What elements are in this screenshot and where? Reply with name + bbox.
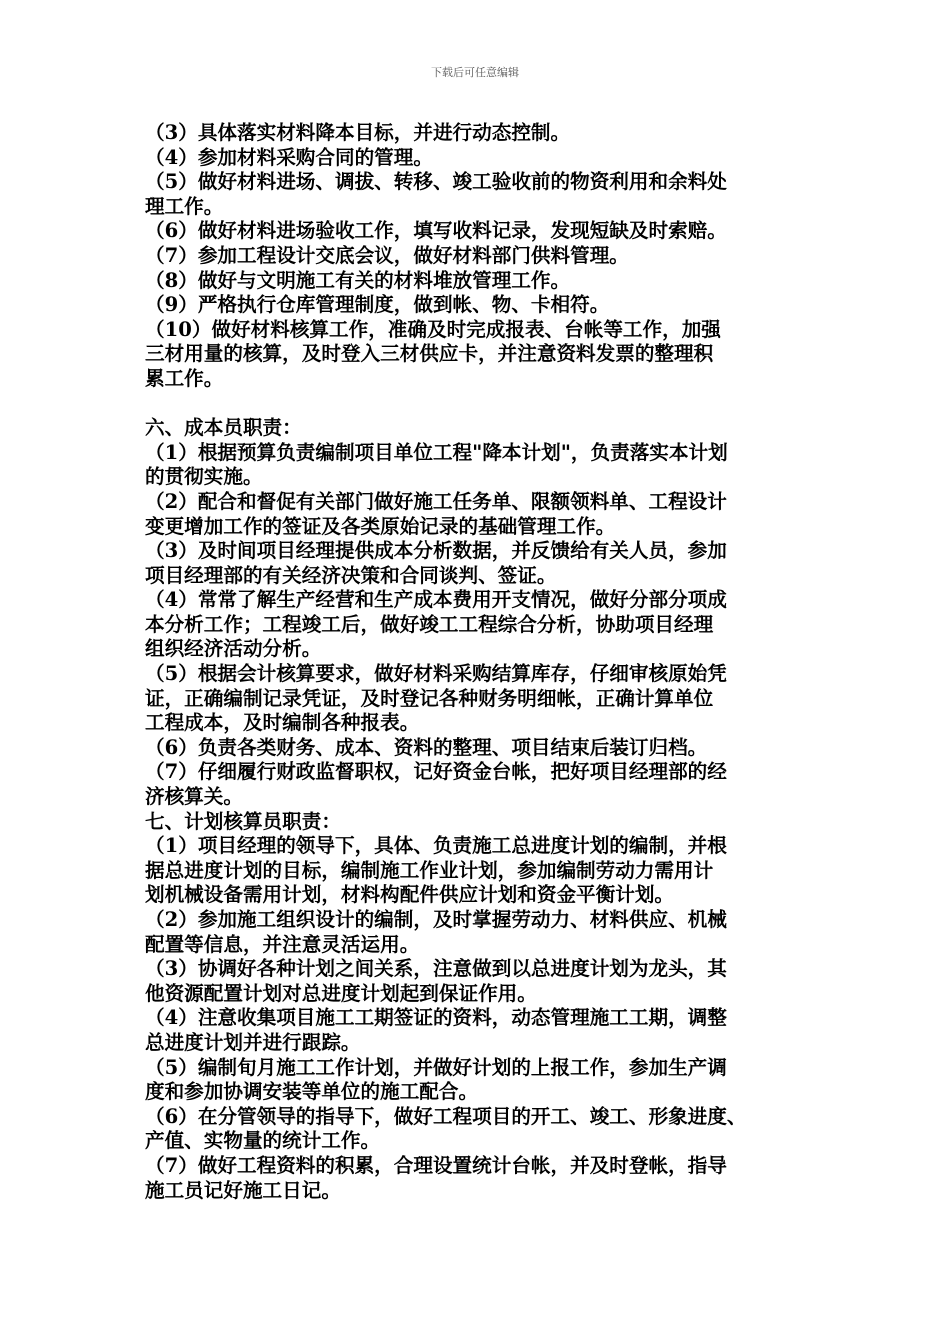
text-line: （6）在分管领导的指导下，做好工程项目的开工、竣工、形象进度、: [145, 1104, 747, 1128]
text-line: （6）负责各类财务、成本、资料的整理、项目结束后装订归档。: [145, 735, 708, 759]
document-body: [145, 121, 810, 1203]
blank-line: [145, 392, 810, 417]
text-line: （5）根据会计核算要求，做好材料采购结算库存，仔细审核原始凭: [145, 662, 727, 686]
text-line: 变更增加工作的签证及各类原始记录的基础管理工作。: [145, 514, 616, 538]
text-line: 项目经理部的有关经济决策和合同谈判、签证。: [145, 563, 557, 587]
text-line: 度和参加协调安装等单位的施工配合。: [145, 1080, 479, 1104]
text-line: 的贯彻实施。: [145, 465, 263, 489]
text-line: （4）参加材料采购合同的管理。: [145, 145, 433, 169]
text-line: 七、计划核算员职责：: [145, 809, 341, 833]
text-line: 理工作。: [145, 194, 224, 218]
text-line: 济核算关。: [145, 785, 243, 809]
text-line: 本分析工作；工程竣工后，做好竣工工程综合分析，协助项目经理: [145, 612, 714, 636]
text-line: 累工作。: [145, 366, 224, 390]
text-line: （5）编制旬月施工工作计划，并做好计划的上报工作，参加生产调: [145, 1055, 727, 1079]
text-line: （4）注意收集项目施工工期签证的资料，动态管理施工工期，调整: [145, 1006, 727, 1030]
text-line: 他资源配置计划对总进度计划起到保证作用。: [145, 981, 537, 1005]
text-line: 六、成本员职责：: [145, 416, 302, 440]
text-line: （7）参加工程设计交底会议，做好材料部门供料管理。: [145, 243, 629, 267]
text-line: （4）常常了解生产经营和生产成本费用开支情况，做好分部分项成: [145, 588, 727, 612]
text-line: （3）协调好各种计划之间关系，注意做到以总进度计划为龙头，其: [145, 957, 727, 981]
text-line: （8）做好与文明施工有关的材料堆放管理工作。: [145, 268, 571, 292]
text-line: （3）及时间项目经理提供成本分析数据，并反馈给有关人员，参加: [145, 539, 727, 563]
text-line: 三材用量的核算，及时登入三材供应卡，并注意资料发票的整理积: [145, 342, 714, 366]
text-line: （7）仔细履行财政监督职权，记好资金台帐，把好项目经理部的经: [145, 760, 727, 784]
text-line: 总进度计划并进行跟踪。: [145, 1030, 361, 1054]
text-line: 划机械设备需用计划，材料构配件供应计划和资金平衡计划。: [145, 883, 675, 907]
text-line: 据总进度计划的目标，编制施工作业计划，参加编制劳动力需用计: [145, 858, 714, 882]
text-line: 证，正确编制记录凭证，及时登记各种财务明细帐，正确计算单位: [145, 686, 714, 710]
text-line: 工程成本，及时编制各种报表。: [145, 711, 420, 735]
text-line: （10）做好材料核算工作，准确及时完成报表、台帐等工作，加强: [145, 317, 721, 341]
text-line: （3）具体落实材料降本目标，并进行动态控制。: [145, 121, 571, 144]
text-line: （2）参加施工组织设计的编制，及时掌握劳动力、材料供应、机械: [145, 908, 727, 931]
text-line: （5）做好材料进场、调拔、转移、竣工验收前的物资利用和余料处: [145, 170, 727, 194]
text-line: （6）做好材料进场验收工作，填写收料记录，发现短缺及时索赔。: [145, 219, 727, 243]
text-line: 配置等信息，并注意灵活运用。: [145, 932, 420, 956]
text-line: 组织经济活动分析。: [145, 637, 322, 661]
text-line: （1）项目经理的领导下，具体、负责施工总进度计划的编制，并根: [145, 834, 727, 858]
text-line: 施工员记好施工日记。: [145, 1178, 341, 1202]
text-line: （1）根据预算负责编制项目单位工程"降本计划"，负责落实本计划: [145, 440, 728, 464]
text-line: （7）做好工程资料的积累，合理设置统计台帐，并及时登帐，指导: [145, 1153, 727, 1177]
text-line: 产值、实物量的统计工作。: [145, 1129, 381, 1153]
page-header: 下载后可任意编辑: [431, 66, 519, 79]
text-line: （9）严格执行仓库管理制度，做到帐、物、卡相符。: [145, 293, 610, 317]
text-line: （2）配合和督促有关部门做好施工任务单、限额领料单、工程设计: [145, 489, 727, 513]
